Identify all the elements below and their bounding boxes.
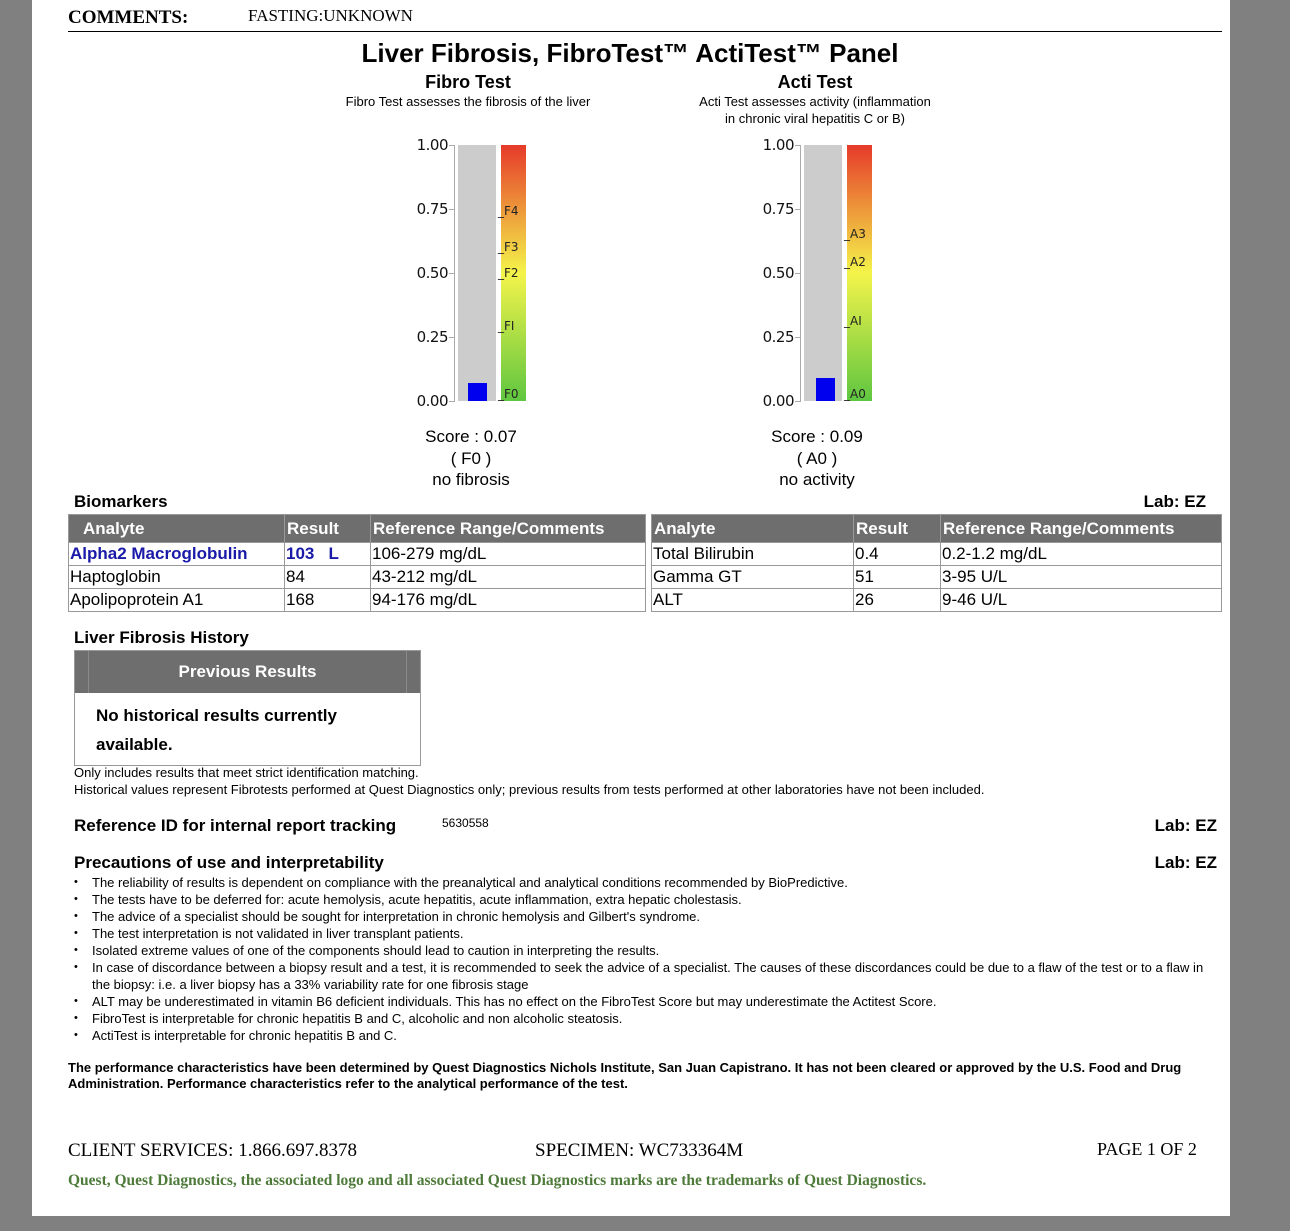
- precaution-item: • FibroTest is interpretable for chronic hepatitis B and C, alcoholic and non alcoholic steatosis.: [74, 1010, 1219, 1027]
- y-axis-tick: [449, 401, 455, 402]
- result-cell: 168: [285, 589, 371, 612]
- table-row: [69, 589, 646, 612]
- column-header-reference: Reference Range/Comments: [371, 515, 646, 543]
- column-header-result: Result: [854, 515, 941, 543]
- analyte-cell: Apolipoprotein A1: [69, 589, 285, 612]
- specimen-id: SPECIMEN: WC733364M: [535, 1140, 744, 1161]
- precaution-item: • Isolated extreme values of one of the components should lead to caution in interpreting the results.: [74, 942, 1219, 959]
- stage-label-fi: _ FI: [498, 320, 514, 334]
- precaution-item: • The test interpretation is not validated in liver transplant patients.: [74, 925, 1219, 942]
- stage-label-f3: _ F3: [498, 240, 519, 254]
- y-tick-label: 1.00: [762, 136, 794, 154]
- precaution-item: • The reliability of results is dependent on compliance with the preanalytical and analytical conditions recommended by BioPredictive.: [74, 874, 1219, 891]
- reference-cell: 3-95 U/L: [941, 566, 1222, 589]
- acti-test-description-line1: Acti Test assesses activity (inflammation: [699, 94, 931, 109]
- reference-cell: 43-212 mg/dL: [371, 566, 646, 589]
- acti-interpretation: no activity: [779, 470, 855, 489]
- stage-label-a3: _ A3: [844, 227, 866, 241]
- precaution-item: • The advice of a specialist should be sought for interpretation in chronic hemolysis and Gilbert's syndrome.: [74, 908, 1219, 925]
- severity-color-scale: [847, 145, 872, 401]
- analyte-cell: Haptoglobin: [69, 566, 285, 589]
- score-track: [804, 145, 842, 401]
- precaution-item: • ALT may be underestimated in vitamin B6 deficient individuals. This has no effect on the FibroTest Score but may underestimate the Actitest Score.: [74, 993, 1219, 1010]
- previous-results-box: [74, 650, 421, 766]
- reference-lab: Lab: EZ: [1154, 816, 1217, 835]
- precaution-item: • In case of discordance between a biopsy result and a test, it is recommended to seek the advice of a specialist. The causes of these discordances could be due to a flaw of the test or to a flaw in the biopsy: i.e. a liver biopsy has a 33% variability rate for one fibrosis stage: [74, 959, 1219, 993]
- reference-cell: 0.2-1.2 mg/dL: [941, 543, 1222, 566]
- reference-cell: 94-176 mg/dL: [371, 589, 646, 612]
- reference-id-value: 5630558: [442, 816, 489, 830]
- report-page: [32, 0, 1230, 1216]
- analyte-cell: Alpha2 Macroglobulin: [69, 543, 285, 566]
- y-tick-label: 1.00: [416, 136, 448, 154]
- header-divider: [68, 31, 1222, 32]
- y-axis-tick: [795, 337, 801, 338]
- biomarkers-lab: Lab: EZ: [1143, 492, 1206, 511]
- reference-id-label: Reference ID for internal report tracking: [74, 816, 397, 835]
- trademark-notice: Quest, Quest Diagnostics, the associated logo and all associated Quest Diagnostics marks are the trademarks of Quest Diagnostics.: [68, 1172, 927, 1189]
- y-tick-label: 0.00: [416, 392, 448, 410]
- acti-test-title: Acti Test: [777, 72, 853, 92]
- y-tick-label: 0.75: [416, 200, 448, 218]
- precautions-list: [74, 874, 1219, 1044]
- performance-disclaimer: The performance characteristics have been determined by Quest Diagnostics Nichols Institute, San Juan Capistrano. It has not been cleared or approved by the U.S. Food and Drug Administration. Performance characteristics refer to the analytical performance of the test.: [68, 1060, 1182, 1091]
- previous-results-header: [75, 651, 420, 693]
- y-tick-label: 0.50: [762, 264, 794, 282]
- y-axis-tick: [449, 273, 455, 274]
- y-axis-tick: [449, 145, 455, 146]
- table-row: [69, 566, 646, 589]
- fibro-score: Score : 0.07: [425, 427, 517, 446]
- stage-label-f2: _ F2: [498, 266, 519, 280]
- panel-title: Liver Fibrosis, FibroTest™ ActiTest™ Panel: [361, 38, 899, 68]
- biomarkers-label: Biomarkers: [74, 492, 168, 511]
- column-header-analyte: Analyte: [69, 515, 285, 543]
- y-tick-label: 0.50: [416, 264, 448, 282]
- y-axis-tick: [795, 273, 801, 274]
- table-header-row: [69, 515, 646, 543]
- acti-test-gauge: [758, 136, 898, 435]
- y-axis-tick: [449, 337, 455, 338]
- table-row: [652, 589, 1222, 612]
- fibro-test-description: Fibro Test assesses the fibrosis of the liver: [345, 94, 591, 109]
- history-note-matching: Only includes results that meet strict identification matching.: [74, 765, 419, 780]
- stage-label-ai: _ AI: [844, 314, 862, 328]
- stage-label-a2: _ A2: [844, 256, 866, 270]
- score-marker: [468, 383, 487, 401]
- acti-test-description-line2: in chronic viral hepatitis C or B): [725, 111, 905, 126]
- table-row: [652, 566, 1222, 589]
- comments-value: FASTING:UNKNOWN: [248, 6, 413, 25]
- fibro-test-gauge: [412, 136, 552, 435]
- no-history-message: No historical results currently available.: [96, 706, 337, 754]
- table-row: [69, 543, 646, 566]
- acti-score: Score : 0.09: [771, 427, 863, 446]
- table-header-row: [652, 515, 1222, 543]
- stage-label-a0: _ A0: [844, 387, 866, 401]
- analyte-cell: ALT: [652, 589, 854, 612]
- table-row: [652, 543, 1222, 566]
- fibro-test-title: Fibro Test: [425, 72, 511, 92]
- reference-cell: 9-46 U/L: [941, 589, 1222, 612]
- history-note-quest-only: Historical values represent Fibrotests performed at Quest Diagnostics only; previous results from tests performed at other laboratories have not been included.: [74, 782, 985, 797]
- score-marker: [816, 378, 835, 401]
- analyte-cell: Total Bilirubin: [652, 543, 854, 566]
- y-tick-label: 0.25: [762, 328, 794, 346]
- y-tick-label: 0.00: [762, 392, 794, 410]
- biomarkers-table-right: [651, 514, 1222, 612]
- reference-cell: 106-279 mg/dL: [371, 543, 646, 566]
- result-cell: 51: [854, 566, 941, 589]
- stage-label-f0: _ F0: [498, 387, 519, 401]
- comments-label: COMMENTS:: [68, 7, 189, 28]
- client-services: CLIENT SERVICES: 1.866.697.8378: [68, 1140, 357, 1161]
- column-header-reference: Reference Range/Comments: [941, 515, 1222, 543]
- precaution-item: • The tests have to be deferred for: acute hemolysis, acute hepatitis, acute inflammation, extra hepatic cholestasis.: [74, 891, 1219, 908]
- analyte-cell: Gamma GT: [652, 566, 854, 589]
- acti-stage: ( A0 ): [796, 448, 838, 468]
- column-header-analyte: Analyte: [652, 515, 854, 543]
- result-cell: 84: [285, 566, 371, 589]
- precaution-item: • ActiTest is interpretable for chronic hepatitis B and C.: [74, 1027, 1219, 1044]
- y-tick-label: 0.75: [762, 200, 794, 218]
- y-axis-tick: [795, 145, 801, 146]
- precautions-lab: Lab: EZ: [1154, 853, 1217, 872]
- y-axis-tick: [795, 209, 801, 210]
- result-cell: 0.4: [854, 543, 941, 566]
- result-cell: 26: [854, 589, 941, 612]
- result-cell: 103 L: [285, 543, 371, 566]
- y-axis-tick: [795, 401, 801, 402]
- fibro-stage: ( F0 ): [450, 448, 492, 468]
- y-tick-label: 0.25: [416, 328, 448, 346]
- history-label: Liver Fibrosis History: [74, 628, 249, 647]
- y-axis-tick: [449, 209, 455, 210]
- precautions-label: Precautions of use and interpretability: [74, 853, 384, 872]
- stage-label-f4: _ F4: [498, 204, 519, 218]
- column-header-result: Result: [285, 515, 371, 543]
- biomarkers-table-left: [68, 514, 646, 612]
- score-track: [458, 145, 496, 401]
- previous-results-title: Previous Results: [178, 662, 317, 681]
- fibro-interpretation: no fibrosis: [432, 470, 510, 489]
- acti-score-block: [717, 426, 917, 491]
- page-number: PAGE 1 OF 2: [1097, 1139, 1197, 1159]
- fibro-score-block: [371, 426, 571, 491]
